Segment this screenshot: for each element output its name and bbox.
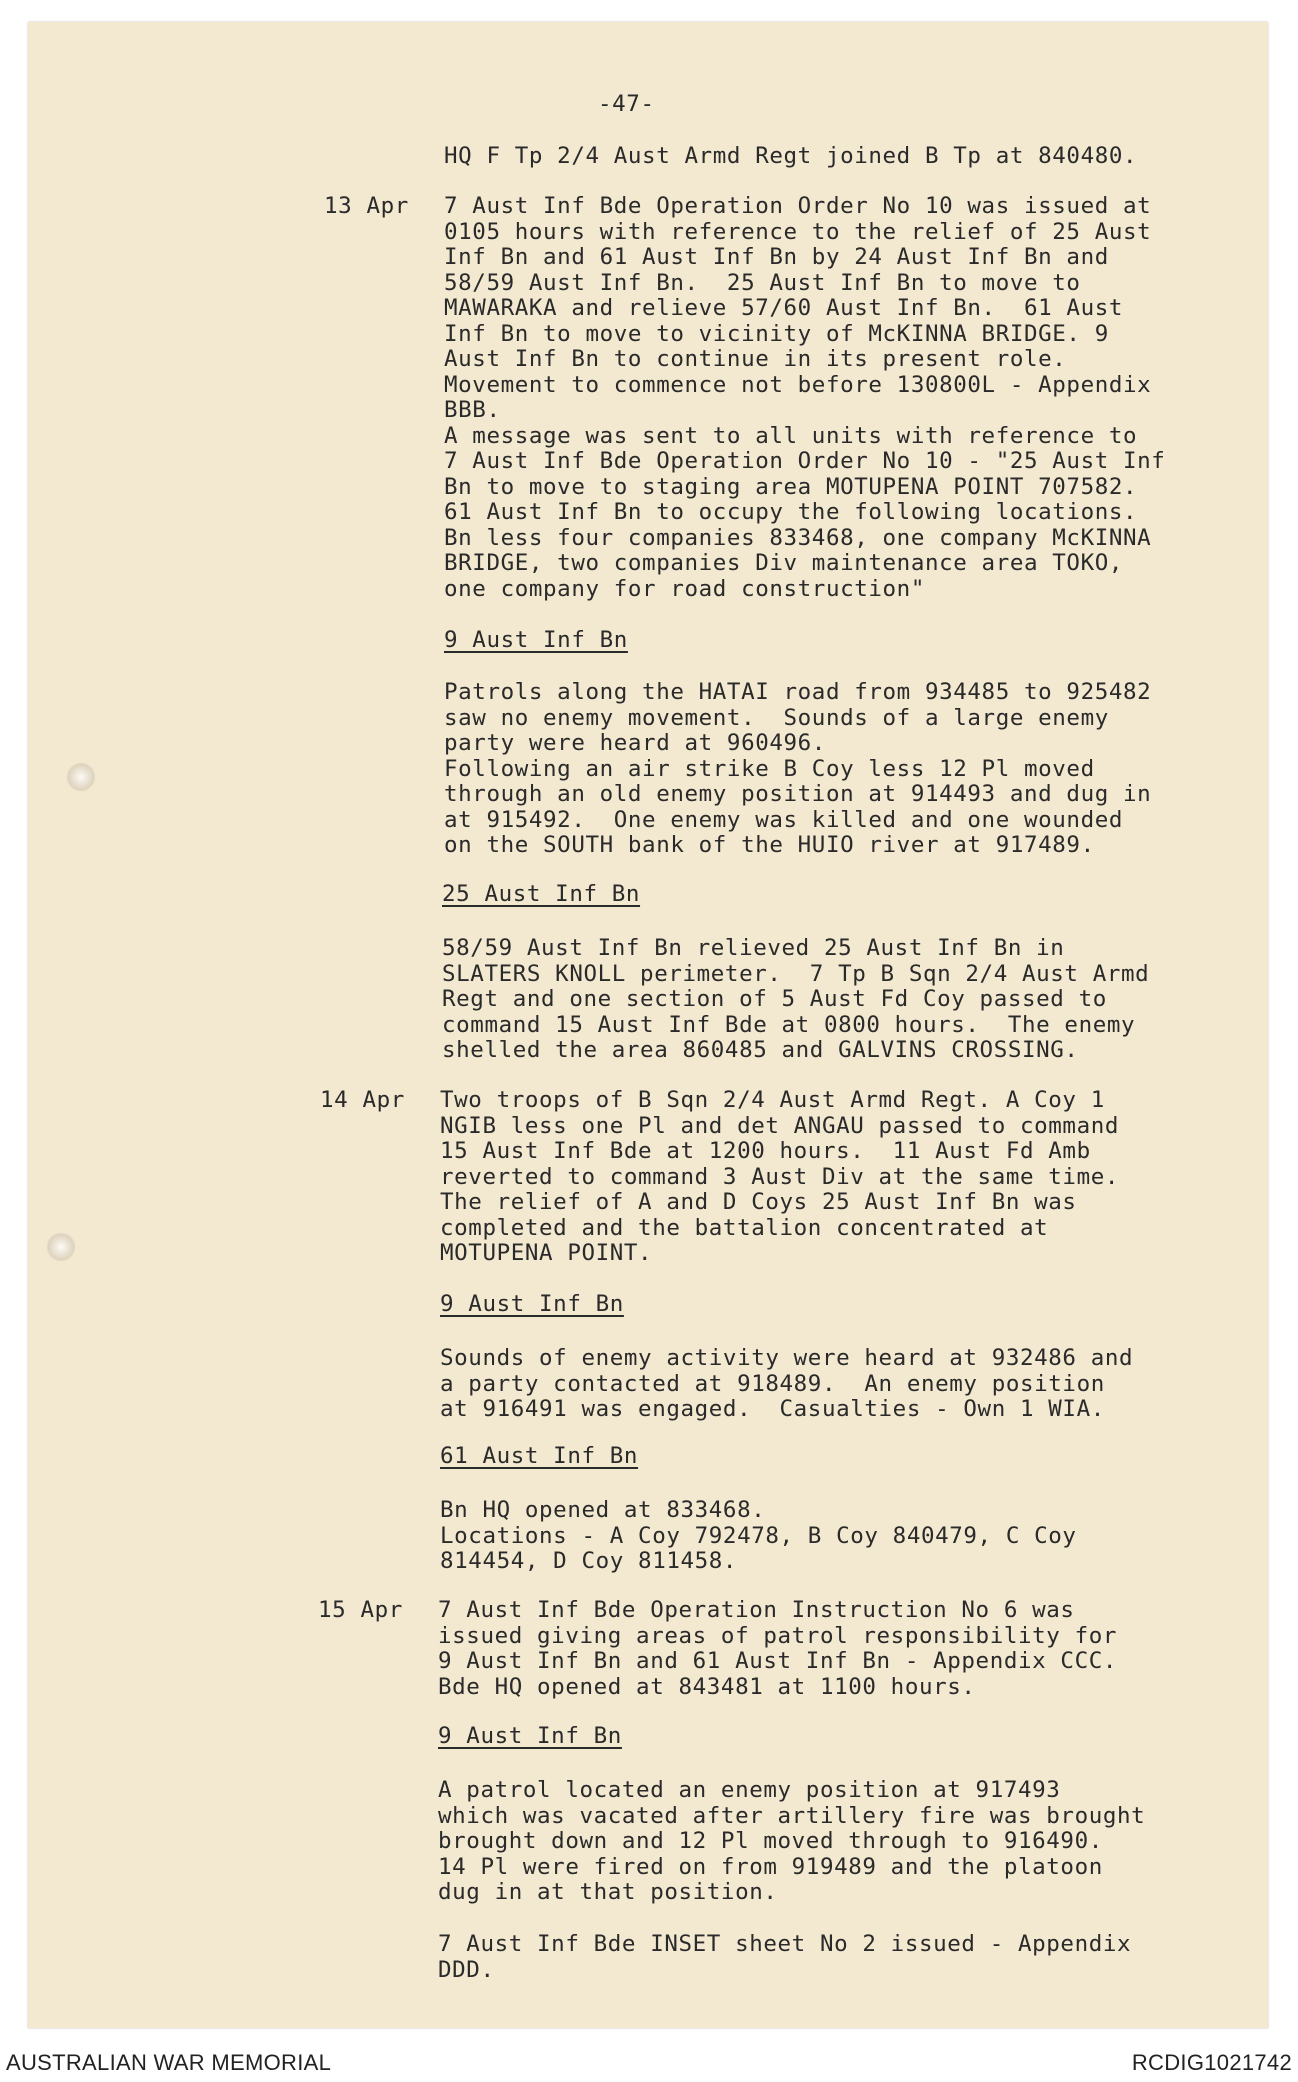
entry-paragraph: 7 Aust Inf Bde Operation Instruction No 6 was issued giving areas of patrol responsibility for 9 Aust Inf Bn and 61 Aust Inf Bn - Appendix CCC. Bde HQ opened at 843481 at 1100 hours. [438,1597,1118,1700]
entry-paragraph: Two troops of B Sqn 2/4 Aust Armd Regt. A Coy 1 NGIB less one Pl and det ANGAU passed to command 15 Aust Inf Bde at 1200 hours. 11 Aust Fd Amb reverted to command 3 Aust Div at the same time. The relief of A and D Coys 25 Aust Inf Bn was completed and the battalion concentrated at MOTUPENA POINT. [440,1087,1120,1266]
unit-paragraph: Bn HQ opened at 833468. Locations - A Coy 792478, B Coy 840479, C Coy 814454, D Coy 811458. [440,1497,1077,1574]
footer-archive-name: AUSTRALIAN WAR MEMORIAL [6,2050,332,2075]
intro-line: HQ F Tp 2/4 Aust Armd Regt joined B Tp at 840480. [444,143,1138,169]
footer-record-id: RCDIG1021742 [1131,2050,1292,2075]
unit-paragraph: A patrol located an enemy position at 917493 which was vacated after artillery fire was brought brought down and 12 Pl moved through to 916490. 14 Pl were fired on from 919489 and the platoon dug in at that position. [438,1777,1146,1905]
entry-paragraph: 7 Aust Inf Bde Operation Order No 10 was issued at 0105 hours with reference to the relief of 25 Aust Inf Bn and 61 Aust Inf Bn by 24 Aust Inf Bn and 58/59 Aust Inf Bn. 25 Aust Inf Bn to move to MAWARAKA and relieve 57/60 Aust Inf Bn. 61 Aust Inf Bn to move to vicinity of McKINNA BRIDGE. 9 Aust Inf Bn to continue in its present role. Movement to commence not before 130800L - Appendix BBB. A message was sent to all units with reference to 7 Aust Inf Bde Operation Order No 10 - "25 Aust Inf Bn to move to staging area MOTUPENA POINT 707582. 61 Aust Inf Bn to occupy the following locations. Bn less four companies 833468, one company McKINNA BRIDGE, two companies Div maintenance area TOKO, one company for road construction" [444,193,1166,602]
paper-crimp-mark [46,1232,76,1262]
entry-date: 14 Apr [320,1087,405,1113]
unit-paragraph: Sounds of enemy activity were heard at 932486 and a party contacted at 918489. An enemy position at 916491 was engaged. Casualties - Own 1 WIA. [440,1345,1134,1422]
unit-heading: 9 Aust Inf Bn [440,1291,624,1317]
unit-heading: 25 Aust Inf Bn [442,881,641,907]
entry-date: 13 Apr [324,193,409,219]
paper-crimp-mark [66,762,96,792]
unit-paragraph: 7 Aust Inf Bde INSET sheet No 2 issued - Appendix DDD. [438,1931,1132,1983]
unit-heading: 9 Aust Inf Bn [444,627,628,653]
unit-heading: 61 Aust Inf Bn [440,1443,639,1469]
unit-heading: 9 Aust Inf Bn [438,1723,622,1749]
entry-date: 15 Apr [318,1597,403,1623]
page-number: -47- [598,91,655,117]
unit-paragraph: Patrols along the HATAI road from 934485 to 925482 saw no enemy movement. Sounds of a large enemy party were heard at 960496. Following an air strike B Coy less 12 Pl moved through an old enemy position at 914493 and dug in at 915492. One enemy was killed and one wounded on the SOUTH bank of the HUIO river at 917489. [444,679,1152,858]
unit-paragraph: 58/59 Aust Inf Bn relieved 25 Aust Inf Bn in SLATERS KNOLL perimeter. 7 Tp B Sqn 2/4 Aust Armd Regt and one section of 5 Aust Fd Coy passed to command 15 Aust Inf Bde at 0800 hours. The enemy shelled the area 860485 and GALVINS CROSSING. [442,935,1150,1063]
